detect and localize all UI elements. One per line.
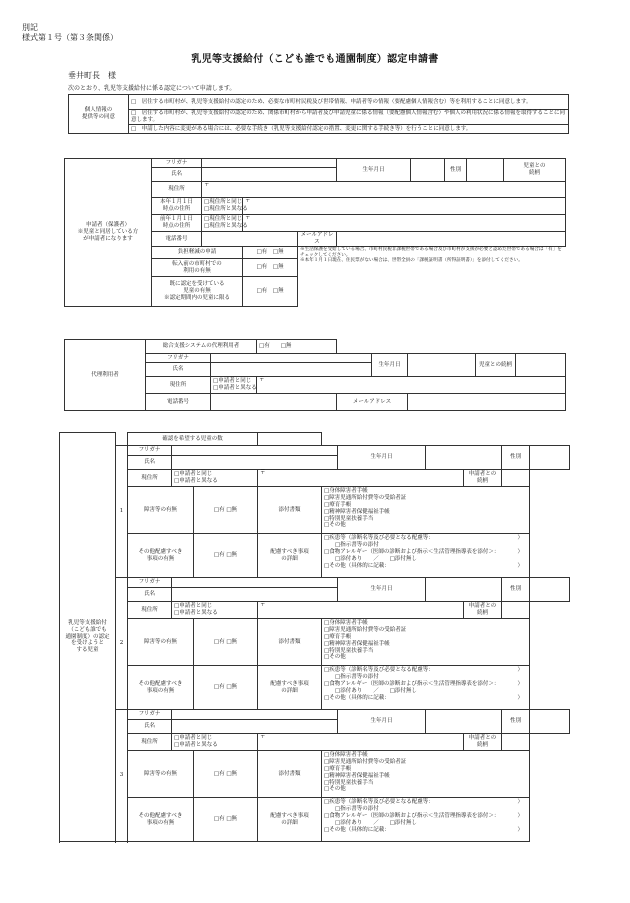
child-2-birthdate-label: 生年月日 [338, 578, 426, 602]
consent-item-1[interactable]: □ 居住する市町村が、乳児等支援給付の認定のため、必要な市町村民税及び世帯情報、申請者等の情報（要配慮個人情報含む）等を利用することに同意します。 [129, 95, 569, 110]
child-1-attach-label: 添付書類 [258, 487, 322, 534]
child-2-birthdate-field[interactable] [426, 578, 502, 602]
child-3-care-item[interactable]: □その他（具体的に記載： ） [324, 826, 524, 833]
applicant-birthdate-label: 生年月日 [337, 159, 411, 182]
applicant-table [64, 158, 566, 307]
moved-in-no[interactable]: □無 [272, 264, 284, 271]
child-1-gender-label: 性別 [502, 446, 530, 470]
child-1-name-field[interactable] [172, 456, 338, 470]
child-2-attach-label: 添付書類 [258, 619, 322, 666]
child-3-care-detail-label: 配慮すべき事項 の詳細 [258, 798, 322, 842]
child-3-same-checkbox[interactable]: □申請者と同じ [174, 735, 213, 742]
child-1-care-no[interactable]: □無 [226, 552, 238, 559]
moved-in-label: 転入前の市町村での 利用の有無 [152, 259, 243, 277]
jan1-prev-address-field[interactable]: 〒 [243, 215, 566, 232]
applicant-relation-label: 児童との 続柄 [504, 159, 566, 182]
jan1-this-address-field[interactable]: 〒 [243, 198, 566, 215]
close-paren: ） [517, 826, 524, 833]
child-3-furigana-label: フリガナ [128, 710, 172, 720]
livelihood-yes[interactable]: □有 [256, 249, 268, 256]
child-1-attach-item[interactable]: □特別児童扶養手当 [324, 515, 374, 522]
proxy-label: 代理利用者 [65, 340, 146, 411]
proxy-furigana-field[interactable] [211, 354, 372, 363]
child-2-care-item[interactable]: □指示書等の添付 [324, 673, 379, 680]
child-1-furigana-field[interactable] [172, 446, 338, 456]
close-paren: ） [517, 694, 524, 701]
child-2-care-no[interactable]: □無 [226, 684, 238, 691]
child-1-disability-yes[interactable]: □有 [213, 506, 225, 513]
child-3-care-no[interactable]: □無 [226, 816, 238, 823]
child-3-attach-list [322, 751, 530, 798]
proxy-table [64, 339, 566, 411]
child-2-care-item[interactable]: □添付あり ／ □添付無し [324, 687, 417, 694]
close-paren: ） [517, 680, 524, 687]
applicant-address-label: 現住所 [152, 182, 202, 198]
child-1-attach-item[interactable]: □その他 [324, 522, 346, 529]
livelihood-label: 負担軽減の申請 [152, 247, 243, 259]
child-2-same-checkbox[interactable]: □申請者と同じ [174, 603, 213, 610]
certified-no[interactable]: □無 [272, 288, 284, 295]
child-2-attach-item[interactable]: □その他 [324, 654, 346, 661]
child-2-care-label: その他配慮すべき 事項の有無 [128, 666, 194, 710]
applicant-label: 申請者（保護者） ※児童と同居している方 が申請者になります [65, 159, 152, 307]
child-1-care-yes[interactable]: □有 [213, 552, 225, 559]
child-3-number: 3 [116, 710, 128, 842]
child-2-furigana-label: フリガナ [128, 578, 172, 588]
applicant-birthdate-field[interactable] [411, 159, 445, 182]
child-3-address-field[interactable]: 〒 [258, 734, 464, 751]
child-3-care-item[interactable]: □添付あり ／ □添付無し [324, 819, 417, 826]
close-paren: ） [517, 535, 524, 541]
child-2-relation-label: 申請者との 続柄 [464, 602, 502, 619]
close-paren: ） [517, 812, 524, 819]
child-3-care-item[interactable]: □食物アレルギー（医師の診断および指示＜生活管理指導表を添付＞： ） [324, 812, 524, 819]
child-3-name-label: 氏名 [128, 720, 172, 734]
child-2-relation-field[interactable] [502, 602, 530, 619]
proxy-name-label: 氏名 [146, 363, 211, 377]
child-2-care-item[interactable]: □疾患等（診断名等及び必要となる配慮等： ） [324, 667, 524, 673]
children-table [59, 432, 570, 842]
proxy-phone-label: 電話番号 [146, 394, 211, 411]
child-1-care-item[interactable]: □食物アレルギー（医師の診断および指示＜生活管理指導表を添付＞： ） [324, 548, 524, 555]
child-3-disability-no[interactable]: □無 [226, 770, 238, 777]
child-1-birthdate-label: 生年月日 [338, 446, 426, 470]
certified-child-label: 既に認定を受けている 児童の有無 ※認定期間内の児童に限る [152, 277, 243, 307]
jan1-prev-same-checkbox[interactable]: □現住所と同じ [204, 216, 243, 223]
child-1-care-item[interactable]: □指示書等の添付 [324, 541, 379, 548]
child-1-attach-list [322, 487, 530, 534]
child-1-address-label: 現住所 [128, 470, 172, 487]
proxy-birthdate-label: 生年月日 [372, 354, 408, 377]
consent-table [68, 94, 569, 134]
note-2: ※本年１月１日現在、住民票がない場合は、世帯全員の「課税証明書（所得証明書）」を添付してください。 [300, 258, 523, 264]
postal-mark: 〒 [204, 182, 210, 188]
proxy-furigana-label: フリガナ [146, 354, 211, 363]
child-2-address-field[interactable]: 〒 [258, 602, 464, 619]
child-2-gender-label: 性別 [502, 578, 530, 602]
form-number: 様式第１号（第３条関係） [22, 33, 118, 42]
child-3-attach-item[interactable]: □療育手帳 [324, 765, 352, 772]
child-2-care-item[interactable]: □その他（具体的に記載： ） [324, 694, 524, 701]
child-1-diff-checkbox[interactable]: □申請者と異なる [174, 478, 218, 484]
consent-item-3[interactable]: □ 申請した内容に変更がある場合には、必要な手続き（乳児等支援給付認定の措置、変更に関する手続き等）を行うことに同意します。 [129, 125, 569, 134]
child-3-attach-item[interactable]: □その他 [324, 786, 346, 793]
child-1-disability-label: 障害等の有無 [128, 487, 194, 534]
child-2-address-label: 現住所 [128, 602, 172, 619]
child-3-relation-label: 申請者との 続柄 [464, 734, 502, 751]
child-2-diff-checkbox[interactable]: □申請者と異なる [174, 610, 218, 616]
close-paren: ） [517, 548, 524, 555]
child-3-disability-yes[interactable]: □有 [213, 770, 225, 777]
jan1-this-diff-checkbox[interactable]: □現住所と異なる [204, 206, 248, 212]
child-3-attach-label: 添付書類 [258, 751, 322, 798]
proxy-system-label: 総合支援システムの代理利用者 [146, 340, 257, 354]
child-2-attach-item[interactable]: □特別児童扶養手当 [324, 647, 374, 654]
proxy-phone-field[interactable] [211, 394, 337, 411]
proxy-address-label: 現住所 [146, 377, 211, 394]
child-2-care-item[interactable]: □食物アレルギー（医師の診断および指示＜生活管理指導表を添付＞： ） [324, 680, 524, 687]
child-2-furigana-field[interactable] [172, 578, 338, 588]
child-2-disability-no[interactable]: □無 [226, 638, 238, 645]
children-count-field[interactable] [258, 433, 322, 446]
child-2-gender-field[interactable] [530, 578, 570, 602]
child-3-relation-field[interactable] [502, 734, 530, 751]
certified-yes[interactable]: □有 [256, 288, 268, 295]
intro-text: 次のとおり、乳児等支援給付に係る認定について申請します。 [68, 85, 236, 92]
child-2-care-list [322, 666, 530, 710]
child-1-attach-item[interactable]: □精神障害者保健福祉手帳 [324, 508, 390, 515]
addressee: 垂井町長 様 [68, 71, 116, 80]
child-3-care-item[interactable]: □疾患等（診断名等及び必要となる配慮等： ） [324, 799, 524, 805]
child-1-address-field[interactable]: 〒 [258, 470, 464, 487]
child-3-gender-field[interactable] [530, 710, 570, 734]
applicant-name-field[interactable] [202, 168, 337, 182]
applicant-email-label: メールアドレス [298, 232, 337, 247]
applicant-email-field[interactable] [337, 232, 566, 247]
proxy-yes[interactable]: □有 [259, 343, 270, 350]
child-3-birthdate-label: 生年月日 [338, 710, 426, 734]
child-3-attach-item[interactable]: □障害児通所給付費等の受給者証 [324, 758, 407, 765]
child-2-attach-item[interactable]: □精神障害者保健福祉手帳 [324, 640, 390, 647]
child-1-same-checkbox[interactable]: □申請者と同じ [174, 471, 213, 478]
proxy-relation-label: 児童との続柄 [476, 354, 516, 377]
child-1-relation-field[interactable] [502, 470, 530, 487]
child-3-disability-label: 障害等の有無 [128, 751, 194, 798]
child-3-care-yes[interactable]: □有 [213, 816, 225, 823]
child-3-name-field[interactable] [172, 720, 338, 734]
child-1-attach-item[interactable]: □身体障害者手帳 [324, 488, 368, 494]
applicant-furigana-field[interactable] [202, 159, 337, 168]
child-2-disability-label: 障害等の有無 [128, 619, 194, 666]
child-2-care-detail-label: 配慮すべき事項 の詳細 [258, 666, 322, 710]
consent-item-2[interactable]: □ 居住する市町村が、乳児等支援給付の認定のため、関係市町村から申請者及び申請児童に係る情報（要配慮個人情報含む）や個人の利用状況に係る情報を取得することに同意します。 [129, 110, 569, 125]
child-3-care-list [322, 798, 530, 842]
applicant-furigana-label: フリガナ [152, 159, 202, 168]
close-paren: ） [517, 562, 524, 569]
note-1: ※生活保護を受給している場合、市町村民税非課税世帯である場合及び市町村が支援が必要と認めた世帯である場合は「有」をチェックしてください。 [300, 247, 562, 258]
jan1-prev-diff-checkbox[interactable]: □現住所と異なる [204, 223, 248, 229]
child-1-care-list [322, 534, 530, 578]
jan1-this-year-label: 本年１月１日 時点の住所 [152, 198, 202, 215]
child-3-diff-checkbox[interactable]: □申請者と異なる [174, 742, 218, 748]
child-1-birthdate-field[interactable] [426, 446, 502, 470]
child-3-care-item[interactable]: □指示書等の添付 [324, 805, 379, 812]
children-label: 乳児等支援給付 （こども誰でも 通園制度）の認定 を受けようと する児童 [60, 433, 116, 842]
proxy-name-field[interactable] [211, 363, 372, 377]
proxy-no[interactable]: □無 [280, 343, 292, 350]
child-1-disability-no[interactable]: □無 [226, 506, 238, 513]
child-1-care-detail-label: 配慮すべき事項 の詳細 [258, 534, 322, 578]
consent-label: 個人情報の 提供等の同意 [69, 95, 129, 134]
applicant-phone-label: 電話番号 [152, 232, 202, 247]
page-title: 乳児等支援給付（こども誰でも通園制度）認定申請書 [191, 54, 439, 65]
child-3-gender-label: 性別 [502, 710, 530, 734]
close-paren: ） [517, 667, 524, 673]
jan1-prev-year-label: 前年１月１日 時点の住所 [152, 215, 202, 232]
child-2-attach-item[interactable]: □療育手帳 [324, 633, 352, 640]
child-3-furigana-field[interactable] [172, 710, 338, 720]
child-3-care-label: その他配慮すべき 事項の有無 [128, 798, 194, 842]
child-2-attach-item[interactable]: □身体障害者手帳 [324, 620, 368, 626]
applicant-gender-field[interactable] [467, 159, 504, 182]
proxy-relation-field[interactable] [516, 354, 566, 377]
child-2-number: 2 [116, 578, 128, 710]
proxy-diff-checkbox[interactable]: □申請者と異なる [213, 385, 257, 391]
proxy-birthdate-field[interactable] [408, 354, 476, 377]
applicant-address-field[interactable] [202, 182, 566, 198]
applicant-gender-label: 性別 [445, 159, 467, 182]
child-1-name-label: 氏名 [128, 456, 172, 470]
child-3-address-label: 現住所 [128, 734, 172, 751]
applicant-name-label: 氏名 [152, 168, 202, 182]
child-3-attach-item[interactable]: □精神障害者保健福祉手帳 [324, 772, 390, 779]
child-1-care-item[interactable]: □疾患等（診断名等及び必要となる配慮等： ） [324, 535, 524, 541]
child-3-attach-item[interactable]: □特別児童扶養手当 [324, 779, 374, 786]
child-1-furigana-label: フリガナ [128, 446, 172, 456]
betsuki-label: 別記 [22, 23, 38, 32]
proxy-email-field[interactable] [408, 394, 566, 411]
child-1-care-item[interactable]: □添付あり ／ □添付無し [324, 555, 417, 562]
child-1-relation-label: 申請者との 続柄 [464, 470, 502, 487]
close-paren: ） [517, 799, 524, 805]
child-1-care-label: その他配慮すべき 事項の有無 [128, 534, 194, 578]
child-1-gender-field[interactable] [530, 446, 570, 470]
proxy-address-field[interactable]: 〒 [257, 377, 566, 394]
child-3-birthdate-field[interactable] [426, 710, 502, 734]
child-2-care-yes[interactable]: □有 [213, 684, 225, 691]
child-1-care-item[interactable]: □その他（具体的に記載： ） [324, 562, 524, 569]
children-count-label: 確認を希望する児童の数 [128, 433, 258, 446]
moved-in-yes[interactable]: □有 [256, 264, 268, 271]
child-2-attach-list [322, 619, 530, 666]
child-2-name-field[interactable] [172, 588, 338, 602]
child-2-attach-item[interactable]: □障害児通所給付費等の受給者証 [324, 626, 407, 633]
child-1-attach-item[interactable]: □障害児通所給付費等の受給者証 [324, 494, 407, 501]
child-2-name-label: 氏名 [128, 588, 172, 602]
child-1-attach-item[interactable]: □療育手帳 [324, 501, 352, 508]
child-2-disability-yes[interactable]: □有 [213, 638, 225, 645]
applicant-phone-field[interactable] [202, 232, 298, 247]
child-1-number: 1 [116, 446, 128, 578]
proxy-same-checkbox[interactable]: □申請者と同じ [213, 378, 252, 385]
livelihood-no[interactable]: □無 [272, 249, 284, 256]
proxy-email-label: メールアドレス [337, 394, 408, 411]
jan1-this-same-checkbox[interactable]: □現住所と同じ [204, 199, 243, 206]
child-3-attach-item[interactable]: □身体障害者手帳 [324, 752, 368, 758]
